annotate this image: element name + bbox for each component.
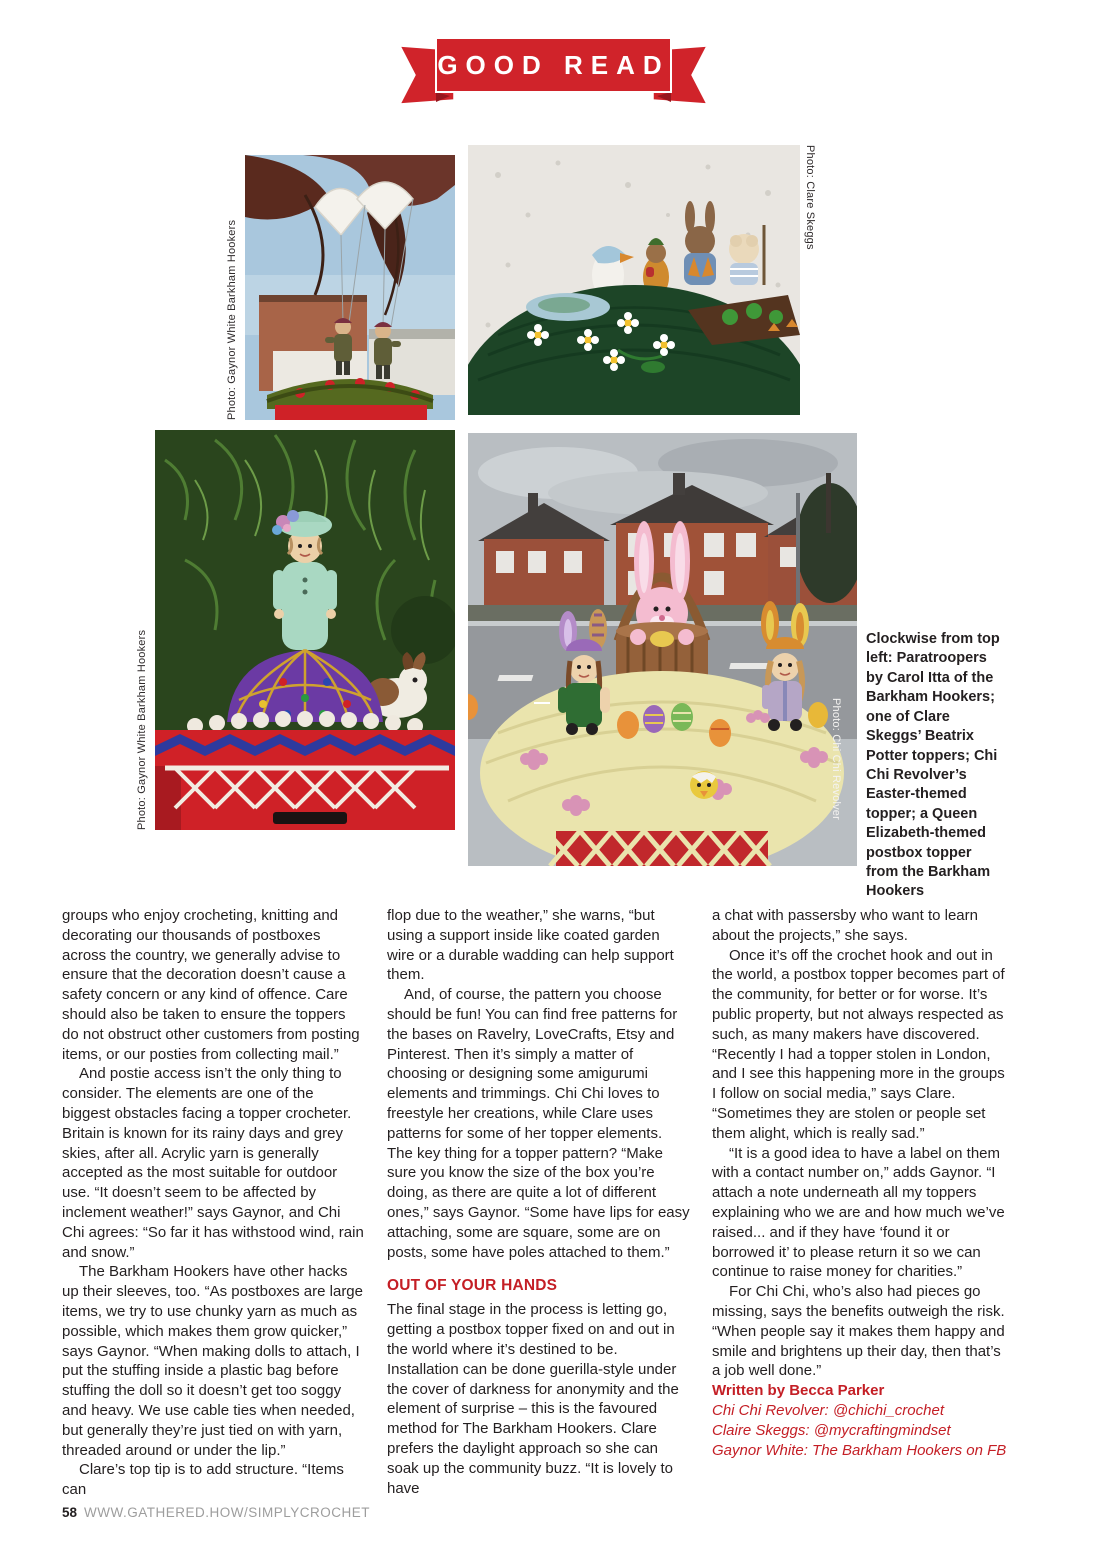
article-column-1 bbox=[62, 906, 365, 1500]
photo-credit-beatrix: Photo: Clare Skeggs bbox=[804, 145, 816, 250]
article-column-3 bbox=[712, 906, 1012, 1460]
article-paragraph: flop due to the weather,” she warns, “but using a support inside like coated garden wire or a durable wadding can help support them. bbox=[387, 907, 674, 984]
photo-beatrix-potter bbox=[468, 145, 800, 415]
social-credit-line: Gaynor White: The Barkham Hookers on FB bbox=[712, 1441, 1007, 1459]
page-number: 58 bbox=[62, 1505, 78, 1520]
article-paragraph: And, of course, the pattern you choose should be fun! You can find free patterns for the bases on Ravelry, LoveCrafts, Etsy and Pinterest. Then it’s simply a matter of choosing or designing some amigurumi elements and trimmings. Chi Chi loves to freestyle her creations, while Clare uses patterns for some of her topper elements. The key thing for a topper pattern? “Make sure you know the size of the box you’re doing, as there are quite a lot of different ones,” says Gaynor. “Some have lips for easy attaching, some are square, some are on posts, some have poles attached to them.” bbox=[387, 986, 690, 1261]
article-paragraph: The Barkham Hookers have other hacks up their sleeves, too. “As postboxes are large items, we try to use chunky yarn as much as possible, which makes them grow quicker,” says Gaynor. “When making dolls to attach, I put the stuffing inside a plastic bag before stuffing the doll so it doesn’t get too soggy and heavy. We use cable ties when needed, but generally they’re just tied on with yarn, threaded around or under the lip.” bbox=[62, 1263, 363, 1459]
article-paragraph: Clare’s top tip is to add structure. “Items can bbox=[62, 1461, 344, 1499]
easter-illustration bbox=[468, 433, 857, 866]
author-byline: Written by Becca Parker bbox=[712, 1382, 885, 1400]
photo-caption: Clockwise from top left: Paratroopers by Carol Itta of the Barkham Hookers; one of Clare Skeggs’ Beatrix Potter toppers; Chi Chi Revolver’s Easter-themed topper; a Queen Elizabeth-themed postbox topper from the Barkham Hookers bbox=[866, 631, 1000, 900]
article-paragraph: groups who enjoy crocheting, knitting and decorating our thousands of postboxes across the country, we generally advise to ensure that the decoration doesn’t cause a safety concern or any kind of offence. Care should also be taken to ensure the toppers do not obstruct other customers from posting items, or our posties from collecting mail.” bbox=[62, 907, 360, 1063]
social-credit-line: Chi Chi Revolver: @chichi_crochet bbox=[712, 1401, 944, 1419]
article-column-2 bbox=[387, 906, 690, 1498]
photo-paratroopers bbox=[245, 155, 455, 420]
article-paragraph: a chat with passersby who want to learn about the projects,” she says. bbox=[712, 907, 978, 944]
photo-credit-paratroopers: Photo: Gaynor White Barkham Hookers bbox=[226, 219, 238, 420]
good-read-banner bbox=[400, 36, 707, 106]
social-credit-line: Claire Skeggs: @mycraftingmindset bbox=[712, 1421, 951, 1439]
photo-credit-queen: Photo: Gaynor White Barkham Hookers bbox=[136, 629, 148, 830]
queen-illustration bbox=[155, 430, 455, 830]
photo-credit-easter: Photo: Chi Chi Revolver bbox=[830, 698, 842, 820]
photo-easter-topper bbox=[468, 433, 857, 866]
article-paragraph: And postie access isn’t the only thing to consider. The elements are one of the biggest obstacles facing a topper crocheter. Britain is known for its rainy days and grey skies, after all. Acrylic yarn is generally accepted as the most suitable for outdoor use. “It doesn’t seem to be affected by inclement weather!” says Gaynor, and Chi Chi agrees: “So far it has withstood wind, rain and snow.” bbox=[62, 1065, 364, 1261]
article-paragraph: The final stage in the process is letting go, getting a postbox topper fixed on and out in the world where it’s destined to be. Installation can be done guerilla-style under the cover of darkness for anonymity and the element of surprise – this is the favoured method for The Barkham Hookers. Clare prefers the daylight approach so she can soak up the community buzz. “It is lovely to have bbox=[387, 1301, 679, 1497]
article-paragraph: Once it’s off the crochet hook and out in the world, a postbox topper becomes part of the community, for better or for worse. It’s public property, but not always respected as such, as many makers have discovered. “Recently I had a topper stolen in London, and I see this happening more in the groups I follow on social media,” says Clare. “Sometimes they are stolen or people set them alight, which is really sad.” bbox=[712, 946, 1005, 1142]
article-paragraph: For Chi Chi, who’s also had pieces go missing, says the benefits outweigh the risk. “When people say it makes them happy and smile and brightens up their day, then that’s a job well done.” bbox=[712, 1283, 1005, 1380]
article-paragraph: “It is a good idea to have a label on them with a contact number on,” adds Gaynor. “I attach a note underneath all my toppers explaining who we are and how much we’ve raised... and if they have ‘found it or borrowed it’ to please return it so we can continue to raise money for charities.” bbox=[712, 1144, 1005, 1281]
photo-queen-topper bbox=[155, 430, 455, 830]
section-heading: OUT OF YOUR HANDS bbox=[387, 1277, 558, 1295]
chick-figure bbox=[690, 771, 718, 799]
paratroopers-illustration bbox=[245, 155, 455, 420]
beatrix-illustration bbox=[468, 145, 800, 415]
page-footer bbox=[62, 1505, 370, 1520]
banner-title: GOOD READ bbox=[437, 49, 670, 80]
footer-url: WWW.GATHERED.HOW/SIMPLYCROCHET bbox=[84, 1505, 371, 1520]
